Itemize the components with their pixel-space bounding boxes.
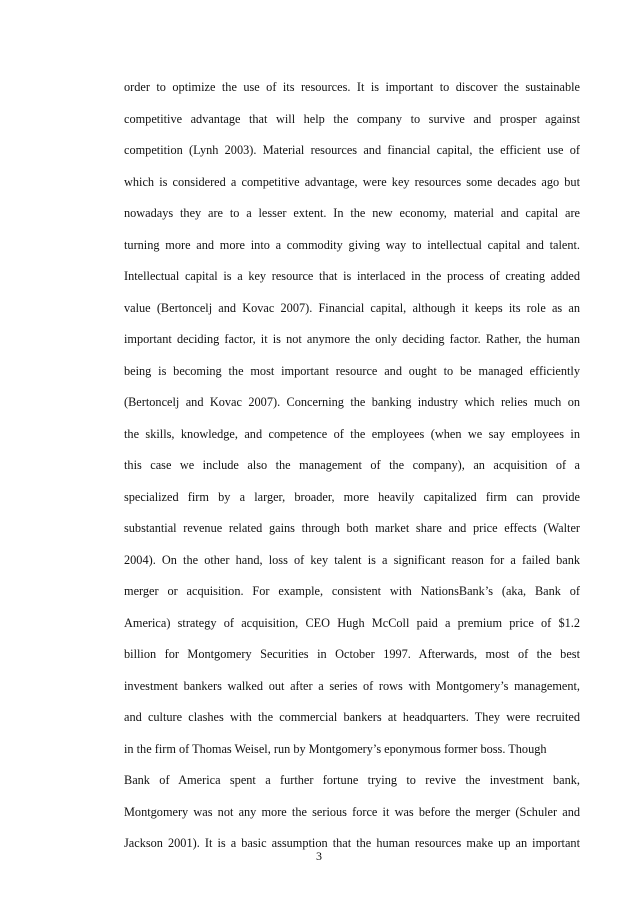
text-line: specialized firm by a larger, broader, more heavily capitalized firm can provide <box>124 489 580 504</box>
text-line: merger or acquisition. For example, consistent with NationsBank’s (aka, Bank of <box>124 584 580 598</box>
text-line: value (Bertoncelj and Kovac 2007). Financial capital, although it keeps its role as an <box>124 300 580 315</box>
text-line: Intellectual capital is a key resource that is interlaced in the process of creating added <box>124 269 580 283</box>
text-line: (Bertoncelj and Kovac 2007). Concerning the banking industry which relies much on <box>124 395 580 409</box>
page-number: 3 <box>316 849 322 863</box>
text-line: order to optimize the use of its resources. It is important to discover the sustainable <box>124 80 580 94</box>
text-line: which is considered a competitive advantage, were key resources some decades ago but <box>124 174 580 189</box>
text-line: the skills, knowledge, and competence of the employees (when we say employees in <box>124 426 580 441</box>
text-line: competitive advantage that will help the company to survive and prosper against <box>124 111 580 126</box>
text-line: competition (Lynh 2003). Material resources and financial capital, the efficient use of <box>124 143 580 157</box>
text-line: turning more and more into a commodity giving way to intellectual capital and talent. <box>124 237 580 252</box>
text-line: Bank of America spent a further fortune trying to revive the investment bank, <box>124 773 580 787</box>
text-line: Jackson 2001). It is a basic assumption that the human resources make up an important <box>124 836 580 850</box>
text-line: and culture clashes with the commercial bankers at headquarters. They were recruited <box>124 710 580 724</box>
text-line: nowadays they are to a lesser extent. In the new economy, material and capital are <box>124 206 580 220</box>
text-line: 2004). On the other hand, loss of key talent is a significant reason for a failed bank <box>124 552 580 567</box>
text-line: investment bankers walked out after a series of rows with Montgomery’s management, <box>124 678 580 693</box>
body-paragraph <box>124 72 580 860</box>
text-line: America) strategy of acquisition, CEO Hugh McColl paid a premium price of $1.2 <box>124 615 580 630</box>
text-line: this case we include also the management of the company), an acquisition of a <box>124 458 580 472</box>
text-line: substantial revenue related gains through both market share and price effects (Walter <box>124 521 580 535</box>
text-line: Montgomery was not any more the serious force it was before the merger (Schuler and <box>124 804 580 819</box>
text-line: in the firm of Thomas Weisel, run by Montgomery’s eponymous former boss. Though <box>124 741 547 756</box>
text-line: important deciding factor, it is not anymore the only deciding factor. Rather, the human <box>124 332 580 346</box>
text-line: being is becoming the most important resource and ought to be managed efficiently <box>124 363 580 378</box>
text-line: billion for Montgomery Securities in October 1997. Afterwards, most of the best <box>124 647 580 661</box>
